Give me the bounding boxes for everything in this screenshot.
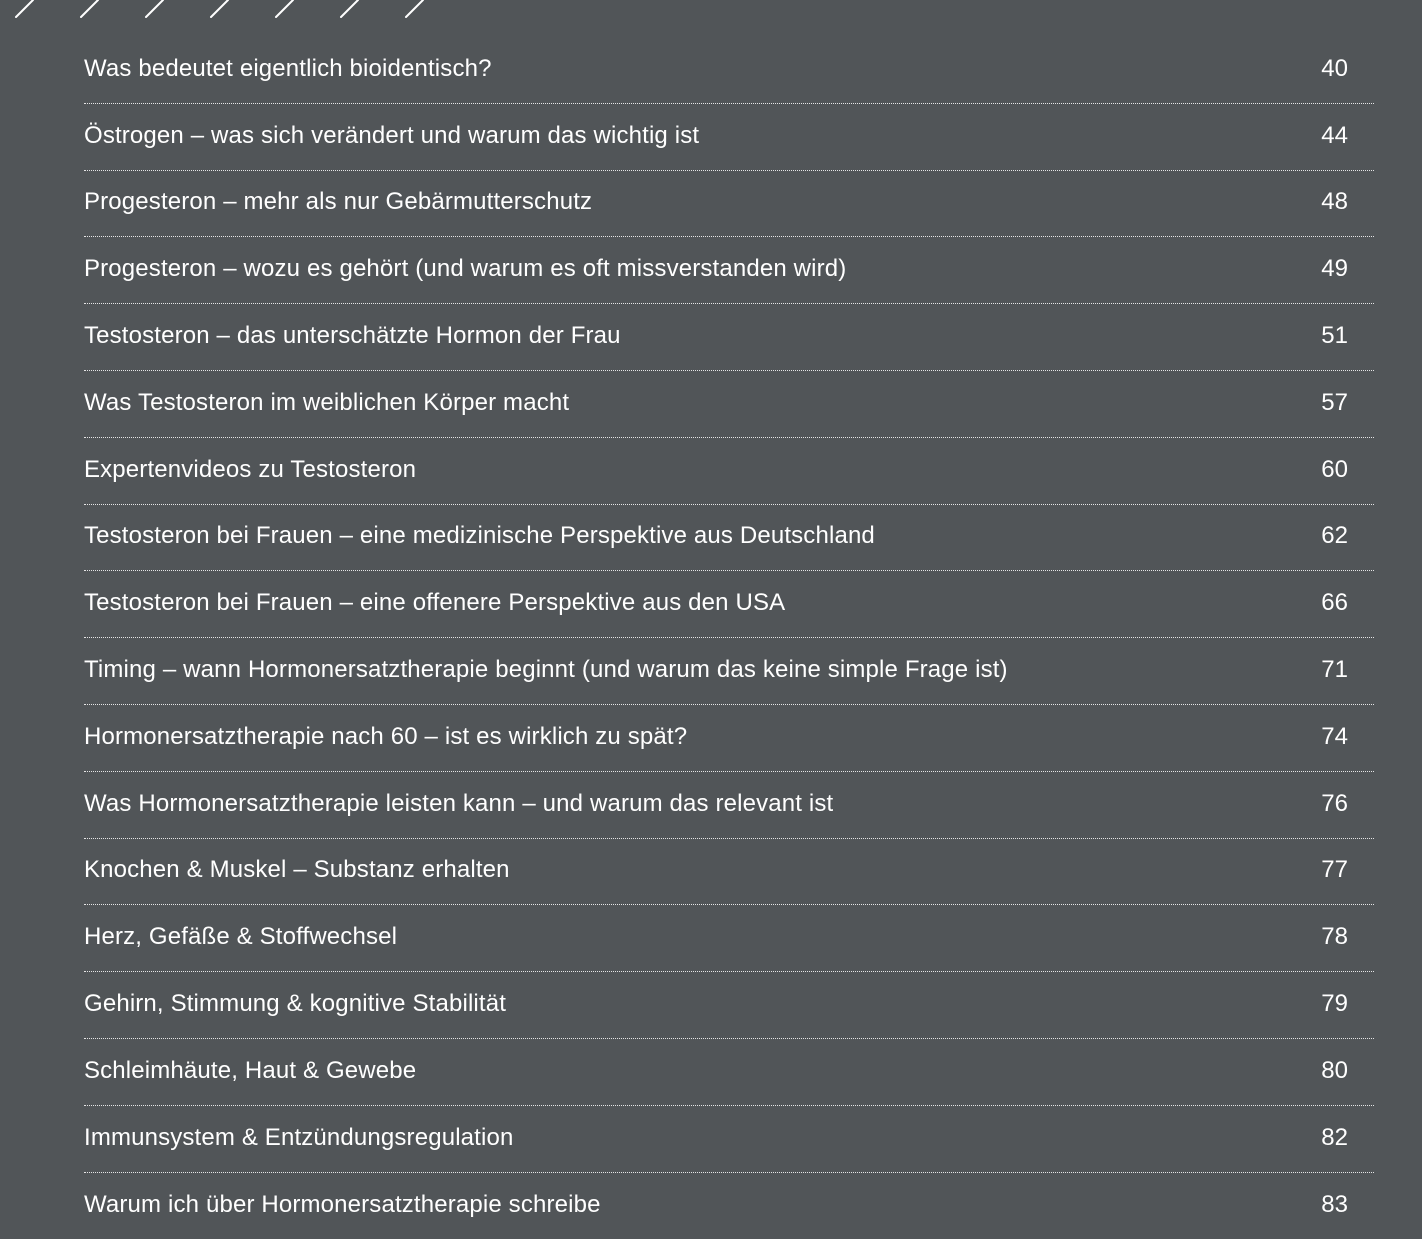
toc-entry[interactable] xyxy=(84,905,1374,972)
toc-entry-title: Testosteron bei Frauen – eine medizinische Perspektive aus Deutschland xyxy=(84,522,875,550)
toc-entry-page: 83 xyxy=(1321,1190,1348,1218)
toc-entry-page: 51 xyxy=(1321,322,1348,350)
toc-entry-page: 79 xyxy=(1321,990,1348,1018)
toc-entry-page: 40 xyxy=(1321,54,1348,82)
table-of-contents xyxy=(84,37,1374,1239)
toc-entry-page: 76 xyxy=(1321,789,1348,817)
toc-entry-title: Immunsystem & Entzündungsregulation xyxy=(84,1123,514,1151)
toc-entry[interactable] xyxy=(84,571,1374,638)
toc-entry-page: 77 xyxy=(1321,856,1348,884)
toc-entry-title: Progesteron – wozu es gehört (und warum es oft missverstanden wird) xyxy=(84,255,847,283)
toc-entry-title: Gehirn, Stimmung & kognitive Stabilität xyxy=(84,990,507,1018)
toc-entry[interactable] xyxy=(84,1106,1374,1173)
toc-entry-page: 44 xyxy=(1321,121,1348,149)
toc-entry-page: 62 xyxy=(1321,522,1348,550)
toc-entry[interactable] xyxy=(84,438,1374,505)
toc-entry[interactable] xyxy=(84,237,1374,304)
toc-entry[interactable] xyxy=(84,304,1374,371)
toc-entry-title: Knochen & Muskel – Substanz erhalten xyxy=(84,856,510,884)
toc-entry-page: 74 xyxy=(1321,722,1348,750)
toc-entry[interactable] xyxy=(84,104,1374,171)
toc-entry[interactable] xyxy=(84,505,1374,572)
toc-entry[interactable] xyxy=(84,1173,1374,1239)
toc-entry[interactable] xyxy=(84,37,1374,104)
toc-entry[interactable] xyxy=(84,705,1374,772)
toc-entry-page: 66 xyxy=(1321,589,1348,617)
toc-entry[interactable] xyxy=(84,171,1374,238)
toc-entry[interactable] xyxy=(84,772,1374,839)
toc-entry-page: 71 xyxy=(1321,656,1348,684)
toc-entry-page: 49 xyxy=(1321,255,1348,283)
toc-entry-page: 60 xyxy=(1321,455,1348,483)
toc-entry-title: Warum ich über Hormonersatztherapie schreibe xyxy=(84,1190,601,1218)
toc-entry-title: Testosteron – das unterschätzte Hormon der Frau xyxy=(84,322,621,350)
toc-entry[interactable] xyxy=(84,371,1374,438)
toc-entry-title: Herz, Gefäße & Stoffwechsel xyxy=(84,923,398,951)
toc-entry-title: Timing – wann Hormonersatztherapie beginnt (und warum das keine simple Frage ist) xyxy=(84,656,1008,684)
toc-entry-title: Expertenvideos zu Testosteron xyxy=(84,455,417,483)
toc-entry-title: Hormonersatztherapie nach 60 – ist es wirklich zu spät? xyxy=(84,722,688,750)
toc-entry[interactable] xyxy=(84,839,1374,906)
toc-entry[interactable] xyxy=(84,972,1374,1039)
toc-entry-title: Was Testosteron im weiblichen Körper macht xyxy=(84,388,570,416)
toc-entry-page: 82 xyxy=(1321,1123,1348,1151)
toc-entry-title: Schleimhäute, Haut & Gewebe xyxy=(84,1056,417,1084)
toc-entry[interactable] xyxy=(84,638,1374,705)
toc-entry-title: Was bedeutet eigentlich bioidentisch? xyxy=(84,54,492,82)
toc-entry[interactable] xyxy=(84,1039,1374,1106)
toc-entry-title: Östrogen – was sich verändert und warum das wichtig ist xyxy=(84,121,700,149)
toc-entry-page: 78 xyxy=(1321,923,1348,951)
toc-entry-page: 80 xyxy=(1321,1056,1348,1084)
toc-entry-page: 57 xyxy=(1321,388,1348,416)
toc-entry-page: 48 xyxy=(1321,188,1348,216)
toc-entry-title: Testosteron bei Frauen – eine offenere Perspektive aus den USA xyxy=(84,589,786,617)
toc-entry-title: Was Hormonersatztherapie leisten kann – und warum das relevant ist xyxy=(84,789,834,817)
toc-entry-title: Progesteron – mehr als nur Gebärmutterschutz xyxy=(84,188,593,216)
diagonal-slash-pattern-icon xyxy=(0,0,460,22)
